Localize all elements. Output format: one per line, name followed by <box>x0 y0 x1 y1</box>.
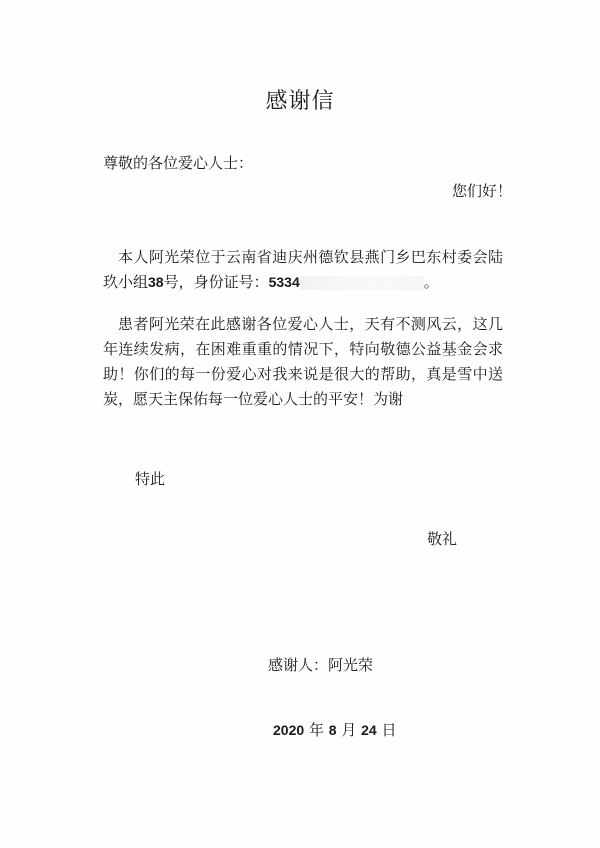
closing-jingli: 敬礼 <box>427 530 458 548</box>
identity-end: 。 <box>423 273 439 291</box>
identity-mid: 号，身份证号： <box>163 273 269 291</box>
date-line <box>273 719 396 740</box>
signer-line: 感谢人：阿光荣 <box>268 656 374 674</box>
salutation: 尊敬的各位爱心人士： <box>103 154 254 172</box>
date-month-suffix: 月 <box>341 721 357 739</box>
id-number-visible: 5334 <box>268 274 300 290</box>
date-year-suffix: 年 <box>308 721 324 739</box>
paragraph-thanks: 患者阿光荣在此感谢各位爱心人士，天有不测风云，这几年连续发病，在困难重重的情况下，特向敬德公益基金会求助！你们的每一份爱心对我来说是很大的帮助，真是雪中送炭，愿天主保佑每一位爱心人士的平安！为谢 <box>103 315 503 408</box>
date-month: 8 <box>328 722 337 738</box>
date-day: 24 <box>361 722 377 738</box>
id-number-redaction <box>300 276 424 290</box>
letter-title: 感谢信 <box>265 89 335 114</box>
date-year: 2020 <box>273 722 305 738</box>
greeting: 您们好！ <box>452 182 513 200</box>
group-number: 38 <box>148 274 164 290</box>
identity-intro: 本人阿光荣位于云南省迪庆州德钦县燕门乡巴东村委会陆玖小组 <box>103 248 503 291</box>
closing-tece: 特此 <box>135 470 166 488</box>
date-day-suffix: 日 <box>381 721 397 739</box>
paragraph-identity <box>103 245 503 295</box>
